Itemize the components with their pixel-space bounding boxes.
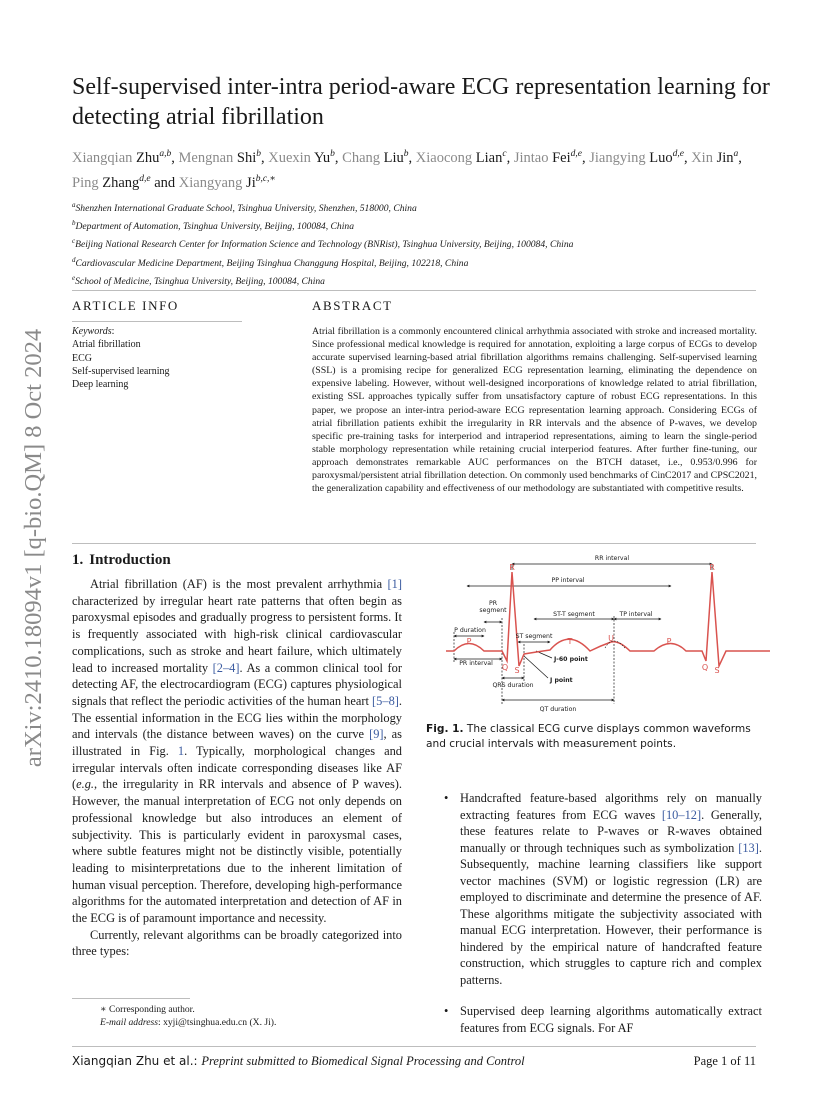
keywords-label: Keywords xyxy=(72,326,112,337)
arxiv-id-text: arXiv:2410.18094v1 [q-bio.QM] 8 Oct 2024 xyxy=(20,328,47,768)
label-j-point: J point xyxy=(550,677,573,684)
intro-paragraph: Currently, relevant algorithms can be broadly categorized into three types: xyxy=(72,927,402,959)
keyword-item: Atrial fibrillation xyxy=(72,339,141,351)
article-info-heading: ARTICLE INFO xyxy=(72,298,179,313)
footer-divider xyxy=(72,1046,756,1047)
footnote-mark: ∗ xyxy=(100,1004,107,1015)
affiliation-sup: b xyxy=(72,219,76,228)
abstract-text: Atrial fibrillation is a commonly encountered clinical arrhythmia associated with stroke and increased mortality. Since professional medical knowledge is required for annotation, exploiting a large corpus of ECGs to develop accurate supervised learning-based atrial fibrillation algorithms remains challenging. Self-supervised learning (SSL) is a promising recipe for generalized ECG representation learning, eliminating the dependence on expensive labeling. However, without well-designed incorporations of knowledge related to atrial fibrillation, existing SSL approaches typically suffer from unsatisfactory capture of robust ECG representations. In this paper, we propose an inter-intra period-aware ECG representation learning approach. Considering ECGs of atrial fibrillation patients exhibit the irregularity in RR intervals and the absence of P-waves, we develop specific pre-training tasks for interperiod and intraperiod representations, aiming to learn the single-period stable morphology representation while retaining crucial interperiod features. After further fine-tuning, our approach demonstrates remarkable AUC performances on the BTCH dataset, i.e., 0.953/0.996 for paroxysmal/persistent atrial fibrillation detection. On commonly used benchmarks of CinC2017 and CPSC2021, the generalization capability and effectiveness of our methodology are substantiated with competitive results. xyxy=(312,326,757,495)
author-last-name: Lian xyxy=(475,149,503,166)
citation-link[interactable]: 1 xyxy=(177,744,185,759)
footnote-corresponding: Corresponding author. xyxy=(108,1004,195,1015)
label-p: P xyxy=(466,637,472,646)
affiliation-sup: c xyxy=(72,237,76,246)
author-affiliation-sup: d,e xyxy=(139,173,151,184)
intro-paragraph: Atrial fibrillation (AF) is the most prevalent arrhythmia [1] characterized by irregular heart rate patterns that often begin as paroxysmal episodes and gradually progress to persistent forms. It is frequently associated with high-risk clinical cardiovascular complications, such as stroke and heart failure, which ultimately lead to increased mortality [2–4]. As a common clinical tool for detecting AF, the electrocardiogram (ECG) captures physiological signals that reflect the periodic activities of the human heart [5–8]. The essential information in the ECG lies within the morphology and intervals (the distance between waves) on the curve [9], as illustrated in Fig. 1. Typically, morphological changes and irregular intervals often indicate corresponding diseases like AF (e.g., the irregularity in RR intervals and absence of P waves). However, the manual interpretation of ECG not only depends on professional knowledge but also introduces an element of subjectivity. This is particularly evident in paroxysmal cases, where subtle features might not be distinctly visible, potentially leading to misinterpretations due to the inherent limitation of human visual perception. Therefore, developing high-performance algorithms for the automated interpretation and detection of AF in the ECG is of paramount importance and necessity. xyxy=(72,577,402,926)
figure-caption-label: Fig. 1. xyxy=(426,723,464,735)
author-first-name: Xin xyxy=(691,149,717,166)
label-rr-interval: RR interval xyxy=(594,555,630,562)
ecg-figure xyxy=(440,548,770,718)
author-affiliation-sup: b,c,∗ xyxy=(255,173,276,184)
author-last-name: Jin xyxy=(716,149,734,166)
citation-link[interactable]: [13] xyxy=(738,840,759,855)
author-last-name: Ji xyxy=(246,174,256,191)
label-u: U xyxy=(608,634,614,643)
author-last-name: Luo xyxy=(649,149,673,166)
page-footer xyxy=(72,1054,756,1069)
author-last-name: Zhu xyxy=(136,149,160,166)
author-first-name: Chang xyxy=(342,149,384,166)
author-name xyxy=(268,150,335,166)
label-qt-duration: QT duration xyxy=(539,706,577,713)
affiliation-item xyxy=(72,271,772,289)
italic-text: e.g. xyxy=(76,777,95,792)
label-q: Q xyxy=(501,663,509,672)
author-affiliation-sup: a,b xyxy=(159,149,172,159)
author-affiliation-sup: d,e xyxy=(672,149,684,159)
label-pr-segment: PR xyxy=(488,600,498,607)
label-r: R xyxy=(509,563,515,572)
footnote xyxy=(72,1003,402,1029)
affiliation-text: School of Medicine, Tsinghua University, Beijing, 100084, China xyxy=(75,275,325,287)
section-number: 1. xyxy=(72,552,84,568)
arxiv-sidebar-id xyxy=(14,278,54,818)
label-st-segment: ST segment xyxy=(515,633,553,640)
affiliation-item xyxy=(72,253,772,271)
footer-journal: Preprint submitted to Biomedical Signal Processing and Control xyxy=(201,1054,525,1068)
affiliation-sup: d xyxy=(72,255,76,264)
label-pp-interval: PP interval xyxy=(551,577,585,584)
label-s: S xyxy=(514,666,520,675)
article-info-divider xyxy=(72,321,242,322)
j-point-pointer xyxy=(524,656,548,678)
author-first-name: Mengnan xyxy=(178,149,237,166)
affiliation-sup: a xyxy=(72,201,76,209)
author-name xyxy=(179,175,276,191)
abstract-heading: ABSTRACT xyxy=(312,298,393,313)
header-divider xyxy=(72,290,756,291)
introduction-body xyxy=(72,576,402,960)
label-p-duration: P duration xyxy=(454,627,486,634)
author-first-name: Xuexin xyxy=(268,149,315,166)
author-first-name: Ping xyxy=(72,174,103,191)
footnote-email-label: E-mail address xyxy=(100,1017,159,1028)
label-pr-interval: PR interval xyxy=(459,660,493,667)
affiliation-sup: e xyxy=(72,273,76,282)
citation-link[interactable]: [9] xyxy=(369,727,384,742)
affiliation-item xyxy=(72,216,772,234)
bullet-item: • Handcrafted feature-based algorithms rely on manually extracting features from ECG waves [10–12]. Generally, these features relate to P-waves or R-waves obtained manually or through techniques such as symbolization [13]. Subsequently, machine learning classifiers like support vector machines (SVM) or logistic regression (LR) are employed to discriminate and determine the presence of AF. These algorithms mitigate the subjectivity associated with manual ECG interpretation. However, their performance is hindered by the empirical nature of handcrafted feature construction, which struggles to capture rich and complex patterns. xyxy=(444,791,762,987)
citation-link[interactable]: [2–4] xyxy=(212,660,240,675)
author-affiliation-sup: b xyxy=(330,149,335,159)
footnote-divider xyxy=(72,998,190,999)
section-heading-introduction xyxy=(72,552,171,569)
author-name xyxy=(72,150,171,166)
label-st-t-segment: ST-T segment xyxy=(553,611,595,618)
author-last-name: Fei xyxy=(552,149,571,166)
bullet-item: • Supervised deep learning algorithms automatically extract features from ECG signals. For AF xyxy=(444,1004,762,1035)
label-q: Q xyxy=(701,663,709,672)
figure-caption xyxy=(426,722,764,752)
author-name xyxy=(72,175,151,191)
author-first-name: Xiaocong xyxy=(415,149,476,166)
author-first-name: Xiangyang xyxy=(178,174,247,191)
author-first-name: Jintao xyxy=(513,149,553,166)
section-title: Introduction xyxy=(89,552,171,568)
label-t: T xyxy=(567,637,573,646)
label-p: P xyxy=(666,637,672,646)
affiliation-list xyxy=(72,198,772,289)
keyword-item: Deep learning xyxy=(72,379,129,391)
author-list: Xiangqian Zhu$^{a,b}$, Mengnan Shi$^b$, Xuexin Yu$^b$, Chang Liu$^b$, Xiaocong Lian$^c$, Jintao Fei$^{d,e}$, Jiangying Luo$^{d,e}$, Xin Jin$^a$, Ping Zhang$^{d,e}$ and Xiangyang $Ji^{b,c,∗}$ xyxy=(72,149,742,191)
author-name xyxy=(342,150,408,166)
author-last-name: Zhang xyxy=(102,174,140,191)
figure-caption-text: The classical ECG curve displays common waveforms and crucial intervals with measurement points. xyxy=(426,723,751,750)
keywords-block: Keywords: Atrial fibrillation ECG Self-supervised learning Deep learning xyxy=(72,325,252,391)
author-affiliation-sup: b xyxy=(256,149,261,159)
author-affiliation-sup: a xyxy=(733,149,739,159)
affiliation-text: Shenzhen International Graduate School, Tsinghua University, Shenzhen, 518000, China xyxy=(75,203,417,215)
label-qrs-duration: QRS duration xyxy=(492,682,534,689)
citation-link[interactable]: [1] xyxy=(387,577,402,591)
affiliation-item xyxy=(72,234,772,252)
citation-link[interactable]: [10–12] xyxy=(661,807,702,822)
keyword-item: ECG xyxy=(72,352,92,364)
label-pr-segment: segment xyxy=(479,607,507,614)
author-last-name: Shi xyxy=(236,149,257,166)
author-name xyxy=(179,150,261,166)
author-last-name: Yu xyxy=(314,149,331,166)
algorithm-bullet-list xyxy=(444,790,762,1051)
author-affiliation-sup: d,e xyxy=(570,149,582,159)
abstract-divider xyxy=(72,543,756,544)
author-affiliation-sup: c xyxy=(502,149,507,159)
footer-page-number: Page 1 of 11 xyxy=(693,1054,756,1068)
affiliation-text: Department of Automation, Tsinghua University, Beijing, 100084, China xyxy=(75,221,354,233)
affiliation-text: Cardiovascular Medicine Department, Beijing Tsinghua Changgung Hospital, Beijing, 102218, China xyxy=(75,257,469,269)
author-first-name: Xiangqian xyxy=(72,149,137,166)
label-s: S xyxy=(714,666,720,675)
paper-title: Self-supervised inter-intra period-aware ECG representation learning for detecting atrial fibrillation xyxy=(72,74,770,130)
footer-author: Xiangqian Zhu et al.: xyxy=(72,1054,202,1068)
keyword-item: Self-supervised learning xyxy=(72,365,170,377)
author-last-name: Liu xyxy=(383,149,404,166)
affiliation-item xyxy=(72,198,772,216)
label-r: R xyxy=(709,563,715,572)
affiliation-text: Beijing National Research Center for Information Science and Technology (BNRist), Tsinghua University, Beijing, 100084, China xyxy=(75,239,574,251)
figure-labels xyxy=(454,555,653,713)
author-first-name: Jiangying xyxy=(589,149,650,166)
label-j60-point: J-60 point xyxy=(554,656,588,663)
author-name xyxy=(589,150,684,166)
citation-link[interactable]: [5–8] xyxy=(372,693,399,708)
author-and: and xyxy=(150,174,179,191)
footnote-email: : xyji@tsinghua.edu.cn (X. Ji). xyxy=(158,1017,277,1028)
author-affiliation-sup: b xyxy=(403,149,409,159)
author-name xyxy=(691,150,738,166)
label-tp-interval: TP interval xyxy=(619,611,653,618)
author-name xyxy=(416,150,507,166)
author-name xyxy=(514,150,582,166)
